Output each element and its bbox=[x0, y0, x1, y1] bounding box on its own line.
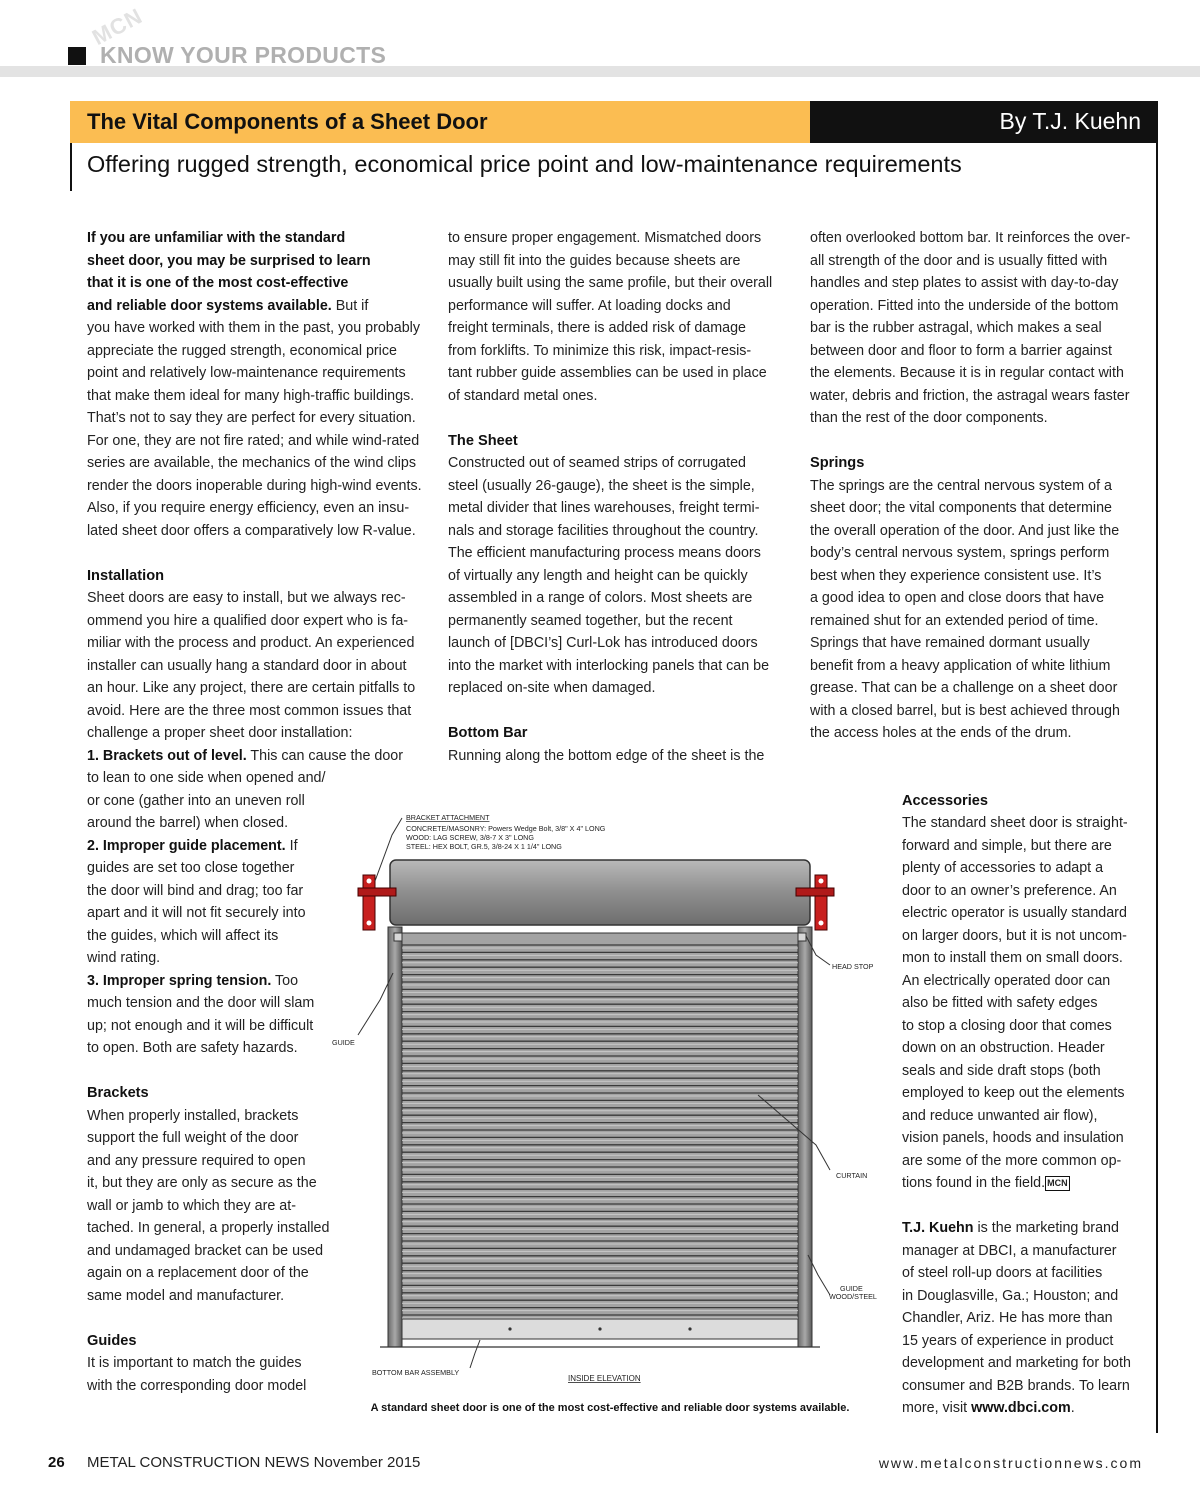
label-guide-right: GUIDE bbox=[840, 1284, 863, 1293]
item-1-lead: 1. Brackets out of level. bbox=[87, 747, 247, 764]
sheet-body bbox=[448, 452, 788, 700]
byline: By T.J. Kuehn bbox=[999, 108, 1141, 134]
item-1-text: This can cause the door bbox=[246, 747, 404, 764]
item-3-lead: 3. Improper spring tension. bbox=[87, 972, 272, 989]
accessories-body bbox=[902, 812, 1147, 1172]
text-line: steel (usually 26-gauge), the sheet is the simple, bbox=[448, 477, 755, 494]
text-line: the guides, which will affect its bbox=[87, 927, 279, 944]
footer-website[interactable]: www.metalconstructionnews.com bbox=[878, 1455, 1143, 1471]
text-line: the elements. Because it is in regular contact with bbox=[810, 365, 1124, 381]
text-line: Springs that have remained dormant usually bbox=[810, 635, 1090, 651]
text-line: you have worked with them in the past, you probably bbox=[87, 320, 420, 336]
text-line: or cone (gather into an uneven roll bbox=[87, 792, 305, 809]
text-line: with the corresponding door model bbox=[87, 1377, 307, 1394]
text-line: in Douglasville, Ga.; Houston; and bbox=[902, 1287, 1119, 1304]
text-line: tached. In general, a properly installed bbox=[87, 1220, 330, 1236]
accessories-last-text: tions found in the field. bbox=[902, 1175, 1046, 1191]
heading-springs: Springs bbox=[810, 455, 865, 471]
text-line: operation. Fitted into the underside of the bottom bbox=[810, 297, 1119, 314]
text-line: sheet door; the vital components that determine bbox=[810, 500, 1113, 516]
text-line: between door and floor to form a barrier against bbox=[810, 342, 1112, 359]
text-line: Running along the bottom edge of the sheet is the bbox=[448, 747, 765, 764]
heading-sheet: The Sheet bbox=[448, 432, 518, 449]
text-line: best when they experience consistent use. It’s bbox=[810, 567, 1102, 584]
text-line: avoid. Here are the three most common issues that bbox=[87, 702, 412, 719]
text-line: much tension and the door will slam bbox=[87, 995, 315, 1011]
text-line: also be fitted with safety edges bbox=[902, 995, 1098, 1011]
text-line: bar is the rubber astragal, which makes a seal bbox=[810, 320, 1102, 336]
intro-lead: and reliable door systems available. bbox=[87, 297, 332, 314]
text-line: and reduce unwanted air flow), bbox=[902, 1107, 1098, 1124]
section-watermark: MCN bbox=[88, 3, 147, 51]
item-2-text: If bbox=[285, 837, 298, 854]
text-line: from forklifts. To minimize this risk, impact-resis- bbox=[448, 342, 752, 359]
text-line: launch of [DBCI’s] Curl-Lok has introduced doors bbox=[448, 635, 758, 651]
text-line: remained shut for an extended period of time. bbox=[810, 612, 1099, 629]
text-line: 15 years of experience in product bbox=[902, 1332, 1114, 1349]
text-line: installer can usually hang a standard door in about bbox=[87, 657, 407, 674]
accessories-last-line bbox=[902, 1172, 1147, 1195]
text-line: support the full weight of the door bbox=[87, 1130, 299, 1146]
text-line: are some of the more common op- bbox=[902, 1152, 1122, 1169]
text-line: challenge a proper sheet door installation: bbox=[87, 725, 353, 741]
intro-line: that it is one of the most cost-effective bbox=[87, 275, 349, 291]
text-line: nals and storage facilities throughout the country. bbox=[448, 522, 759, 539]
column-3-lower bbox=[902, 767, 1147, 1420]
text-line: on larger doors, but it is not uncom- bbox=[902, 927, 1127, 944]
heading-installation: Installation bbox=[87, 567, 165, 584]
text-line: usually built using the same profile, but their overall bbox=[448, 275, 773, 291]
item-3-text: Too bbox=[271, 972, 299, 989]
heading-guides: Guides bbox=[87, 1332, 137, 1349]
label-guide-right-material: WOOD/STEEL bbox=[829, 1292, 877, 1301]
bio-url[interactable]: www.dbci.com bbox=[971, 1400, 1071, 1416]
text-line: point and relatively low-maintenance requirements bbox=[87, 365, 406, 381]
bio-name: T.J. Kuehn bbox=[902, 1220, 974, 1236]
section-marker bbox=[68, 47, 86, 65]
text-line: body’s central nervous system, springs perform bbox=[810, 545, 1110, 561]
text-line: manager at DBCI, a manufacturer bbox=[902, 1242, 1117, 1259]
column-2 bbox=[448, 227, 788, 767]
springs-body bbox=[810, 475, 1145, 745]
text-line: may still fit into the guides because sheets are bbox=[448, 252, 741, 269]
text-line: than the rest of the door components. bbox=[810, 410, 1048, 426]
text-line: to lean to one side when opened and/ bbox=[87, 770, 326, 786]
heading-brackets: Brackets bbox=[87, 1085, 149, 1101]
label-bottom-bar-assembly: BOTTOM BAR ASSEMBLY bbox=[372, 1368, 460, 1377]
bio-visit: more, visit bbox=[902, 1400, 972, 1416]
text-line: replaced on-site when damaged. bbox=[448, 680, 656, 696]
heading-bottom-bar: Bottom Bar bbox=[448, 725, 528, 741]
label-head-stop: HEAD STOP bbox=[832, 962, 874, 971]
text-line: an hour. Like any project, there are certain pitfalls to bbox=[87, 680, 416, 696]
text-line: When properly installed, brackets bbox=[87, 1107, 299, 1124]
text-line: of standard metal ones. bbox=[448, 387, 598, 404]
left-rule bbox=[70, 143, 72, 191]
text-line: metal divider that lines warehouses, freight termi- bbox=[448, 500, 760, 516]
barrel-drum bbox=[390, 860, 810, 925]
text-line: consumer and B2B brands. To learn bbox=[902, 1377, 1130, 1394]
label-wood: WOOD: LAG SCREW, 3/8-7 X 3" LONG bbox=[406, 833, 534, 842]
text-line: freight terminals, there is added risk of damage bbox=[448, 320, 747, 336]
text-line: the overall operation of the door. And just like the bbox=[810, 522, 1120, 539]
text-line: around the barrel) when closed. bbox=[87, 815, 289, 831]
text-line: The standard sheet door is straight- bbox=[902, 815, 1128, 831]
page-number: 26 bbox=[48, 1454, 65, 1471]
text-line: permanently seamed together, but the recent bbox=[448, 612, 733, 629]
text-line: the door will bind and drag; too far bbox=[87, 882, 304, 899]
text-line: to open. Both are safety hazards. bbox=[87, 1040, 298, 1056]
text-line: door to an owner’s preference. An bbox=[902, 882, 1117, 899]
intro-body bbox=[87, 317, 422, 542]
text-line: lated sheet door offers a comparatively low R-value. bbox=[87, 522, 416, 539]
bio-first-line bbox=[902, 1217, 1147, 1240]
installation-body bbox=[87, 587, 422, 745]
label-curtain: CURTAIN bbox=[836, 1171, 868, 1180]
heading-accessories: Accessories bbox=[902, 792, 989, 809]
text-line: and any pressure required to open bbox=[87, 1152, 306, 1169]
label-inside-elevation: INSIDE ELEVATION bbox=[568, 1374, 641, 1383]
bio-body bbox=[902, 1240, 1147, 1398]
text-line: mon to install them on small doors. bbox=[902, 950, 1123, 966]
bottom-bar-body-cont bbox=[810, 227, 1145, 430]
text-line: series are available, the mechanics of the wind clips bbox=[87, 455, 416, 471]
text-line: into the market with interlocking panels that can be bbox=[448, 657, 770, 674]
text-line: to stop a closing door that comes bbox=[902, 1017, 1112, 1034]
right-rule bbox=[1156, 143, 1158, 1433]
left-guide bbox=[388, 927, 402, 1347]
sheet-door-diagram bbox=[330, 805, 890, 1400]
text-line: For one, they are not fire rated; and while wind-rated bbox=[87, 432, 420, 449]
text-line: seals and side draft stops (both bbox=[902, 1062, 1101, 1079]
mcn-end-mark: MCN bbox=[1045, 1176, 1070, 1191]
text-line: forward and simple, but there are bbox=[902, 837, 1112, 854]
text-line: and undamaged bracket can be used bbox=[87, 1242, 324, 1259]
text-line: development and marketing for both bbox=[902, 1355, 1131, 1371]
text-line: wind rating. bbox=[87, 950, 161, 966]
bio-end: . bbox=[1070, 1400, 1075, 1416]
text-line: wall or jamb to which they are at- bbox=[87, 1197, 296, 1214]
text-line: electric operator is usually standard bbox=[902, 905, 1127, 921]
text-line: plenty of accessories to adapt a bbox=[902, 860, 1104, 876]
text-line: grease. That can be a challenge on a sheet door bbox=[810, 680, 1118, 696]
text-line: of steel roll-up doors at facilities bbox=[902, 1265, 1103, 1281]
text-line: all strength of the door and is usually fitted with bbox=[810, 252, 1108, 269]
text-line: of virtually any length and height can be quickly bbox=[448, 567, 748, 584]
guides-body-cont bbox=[448, 227, 788, 407]
item-1 bbox=[87, 745, 422, 768]
text-line: the access holes at the ends of the drum. bbox=[810, 725, 1072, 741]
text-line: with a closed barrel, but is best achieved through bbox=[810, 702, 1120, 719]
text-line: assembled in a range of colors. Most sheets are bbox=[448, 590, 753, 606]
intro-cont: But if bbox=[331, 297, 369, 314]
item-2-lead: 2. Improper guide placement. bbox=[87, 837, 286, 854]
text-line: The springs are the central nervous system of a bbox=[810, 477, 1112, 494]
intro-line: sheet door, you may be surprised to learn bbox=[87, 252, 371, 269]
text-line: vision panels, hoods and insulation bbox=[902, 1130, 1124, 1146]
text-line: it, but they are only as secure as the bbox=[87, 1175, 317, 1191]
column-3 bbox=[810, 227, 1145, 745]
text-line: apart and it will not fit securely into bbox=[87, 905, 306, 921]
text-line: Sheet doors are easy to install, but we always rec- bbox=[87, 590, 406, 606]
text-line: performance will suffer. At loading docks and bbox=[448, 297, 731, 314]
text-line: employed to keep out the elements bbox=[902, 1085, 1125, 1101]
label-guide-left: GUIDE bbox=[332, 1038, 355, 1047]
text-line: It is important to match the guides bbox=[87, 1355, 302, 1371]
text-line: guides are set too close together bbox=[87, 860, 295, 876]
text-line: water, debris and friction, the astragal wears faster bbox=[810, 387, 1130, 404]
text-line: That’s not to say they are perfect for every situation. bbox=[87, 410, 416, 426]
bio-first: is the marketing brand bbox=[973, 1220, 1119, 1236]
figure-caption: A standard sheet door is one of the most cost-effective and reliable door systems available. bbox=[370, 1402, 850, 1414]
right-guide bbox=[798, 927, 812, 1347]
text-line: miliar with the process and product. An experienced bbox=[87, 635, 415, 651]
label-steel: STEEL: HEX BOLT, GR.5, 3/8-24 X 1 1/4" LONG bbox=[406, 842, 562, 851]
text-line: that make them ideal for many high-traffic buildings. bbox=[87, 387, 415, 404]
text-line: to ensure proper engagement. Mismatched doors bbox=[448, 230, 762, 246]
intro-line bbox=[87, 295, 422, 318]
text-line: ommend you hire a qualified door expert who is fa- bbox=[87, 612, 409, 629]
bio-last-line bbox=[902, 1397, 1147, 1420]
text-line: same model and manufacturer. bbox=[87, 1287, 285, 1304]
text-line: appreciate the rugged strength, economical price bbox=[87, 342, 397, 359]
text-line: down on an obstruction. Header bbox=[902, 1040, 1105, 1056]
article-title: The Vital Components of a Sheet Door bbox=[87, 109, 488, 134]
text-line: render the doors inoperable during high-wind events. bbox=[87, 477, 422, 494]
text-line: Chandler, Ariz. He has more than bbox=[902, 1310, 1113, 1326]
text-line: again on a replacement door of the bbox=[87, 1265, 309, 1281]
text-line: tant rubber guide assemblies can be used in place bbox=[448, 365, 767, 381]
bottom-bar-body bbox=[448, 745, 788, 768]
article-subtitle: Offering rugged strength, economical price point and low-maintenance requirements bbox=[87, 151, 962, 177]
text-line: up; not enough and it will be difficult bbox=[87, 1017, 314, 1034]
text-line: The efficient manufacturing process means doors bbox=[448, 545, 761, 561]
text-line: handles and step plates to assist with day-to-day bbox=[810, 275, 1119, 291]
text-line: a good idea to open and close doors that have bbox=[810, 590, 1105, 606]
label-bracket-attachment: BRACKET ATTACHMENT bbox=[406, 813, 490, 822]
text-line: benefit from a heavy application of white lithium bbox=[810, 657, 1111, 674]
text-line: An electrically operated door can bbox=[902, 972, 1111, 989]
intro-line: If you are unfamiliar with the standard bbox=[87, 230, 346, 246]
text-line: often overlooked bottom bar. It reinforces the over- bbox=[810, 230, 1131, 246]
publication-name: METAL CONSTRUCTION NEWS November 2015 bbox=[87, 1454, 421, 1471]
text-line: Also, if you require energy efficiency, even an insu- bbox=[87, 500, 410, 516]
section-label: KNOW YOUR PRODUCTS bbox=[100, 42, 387, 68]
label-concrete: CONCRETE/MASONRY: Powers Wedge Bolt, 3/8" X 4" LONG bbox=[406, 824, 606, 833]
text-line: Constructed out of seamed strips of corrugated bbox=[448, 455, 747, 471]
